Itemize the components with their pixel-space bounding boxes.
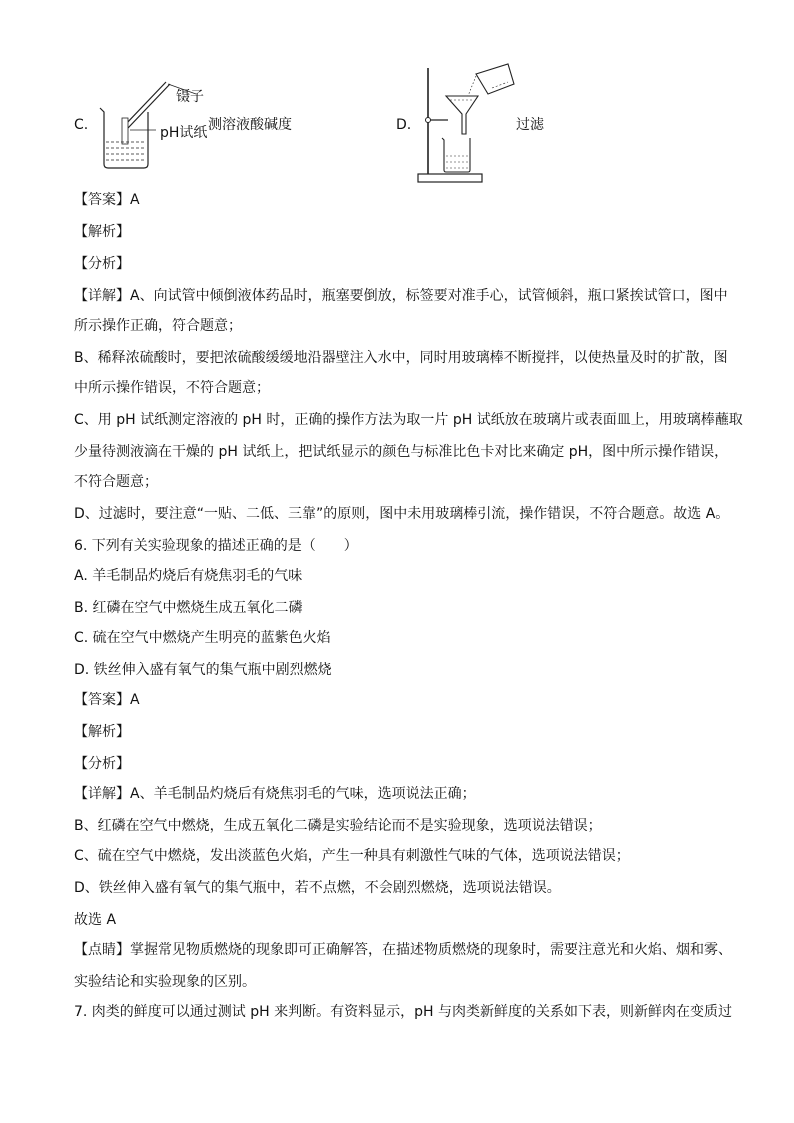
q5-detail-line1: 【详解】A、向试管中倾倒液体药品时，瓶塞要倒放，标签要对准手心，试管倾斜，瓶口紧挨试管口，图中 [74,288,728,304]
tweezers-label: 镊子 [176,89,204,105]
q6-analysis-heading: 【解析】 [74,724,130,740]
q6-option-b: B. 红磷在空气中燃烧生成五氧化二磷 [74,600,303,616]
q5-d-line1: D、过滤时，要注意“一贴、二低、三靠”的原则，图中未用玻璃棒引流，操作错误，不符合题意。故选 A。 [74,506,730,522]
option-d-caption: 过滤 [516,117,544,133]
q5-analysis-heading: 【解析】 [74,224,130,240]
q5-fenxi-heading: 【分析】 [74,256,130,272]
q6-answer: 【答案】A [74,692,140,708]
q5-answer: 【答案】A [74,192,140,208]
q6-option-d: D. 铁丝伸入盛有氧气的集气瓶中剧烈燃烧 [74,662,332,678]
q5-detail-line2: 所示操作正确，符合题意； [74,318,242,334]
option-d-letter: D. [396,117,412,133]
q6-detail-c: C、硫在空气中燃烧，发出淡蓝色火焰，产生一种具有刺激性气味的气体，选项说法错误； [74,848,630,864]
q6-detail-a: 【详解】A、羊毛制品灼烧后有烧焦羽毛的气味，选项说法正确； [74,786,476,802]
q5-c-line2: 少量待测液滴在干燥的 pH 试纸上，把试纸显示的颜色与标准比色卡对比来确定 pH，图中所示操作错误， [74,444,729,460]
q5-c-line3: 不符合题意； [74,474,158,490]
q6-option-c: C. 硫在空气中燃烧产生明亮的蓝紫色火焰 [74,630,331,646]
q6-comment-line2: 实验结论和实验现象的区别。 [74,974,256,990]
q7-stem: 7. 肉类的鲜度可以通过测试 pH 来判断。有资料显示，pH 与肉类新鲜度的关系如下表，则新鲜肉在变质过 [74,1004,732,1020]
q6-option-a: A. 羊毛制品灼烧后有烧焦羽毛的气味 [74,568,303,584]
option-c-letter: C. [74,117,89,133]
filtration-apparatus-figure [416,62,526,186]
q5-b-line2: 中所示操作错误，不符合题意； [74,380,270,396]
q6-stem: 6. 下列有关实验现象的描述正确的是（ ） [74,538,358,554]
q6-choose: 故选 A [74,912,117,928]
option-c-caption: 测溶液酸碱度 [208,117,292,133]
q6-detail-d: D、铁丝伸入盛有氧气的集气瓶中，若不点燃，不会剧烈燃烧，选项说法错误。 [74,880,561,896]
q6-comment-line1: 【点睛】掌握常见物质燃烧的现象即可正确解答，在描述物质燃烧的现象时，需要注意光和火焰、烟和雾、 [74,942,732,958]
q6-detail-b: B、红磷在空气中燃烧，生成五氧化二磷是实验结论而不是实验现象，选项说法错误； [74,818,602,834]
q6-fenxi-heading: 【分析】 [74,756,130,772]
q5-c-line1: C、用 pH 试纸测定溶液的 pH 时，正确的操作方法为取一片 pH 试纸放在玻璃片或表面皿上，用玻璃棒蘸取 [74,412,743,428]
q5-b-line1: B、稀释浓硫酸时，要把浓硫酸缓缓地沿器壁注入水中，同时用玻璃棒不断搅拌，以使热量及时的扩散，图 [74,350,728,366]
ph-paper-label: pH试纸 [160,125,208,141]
